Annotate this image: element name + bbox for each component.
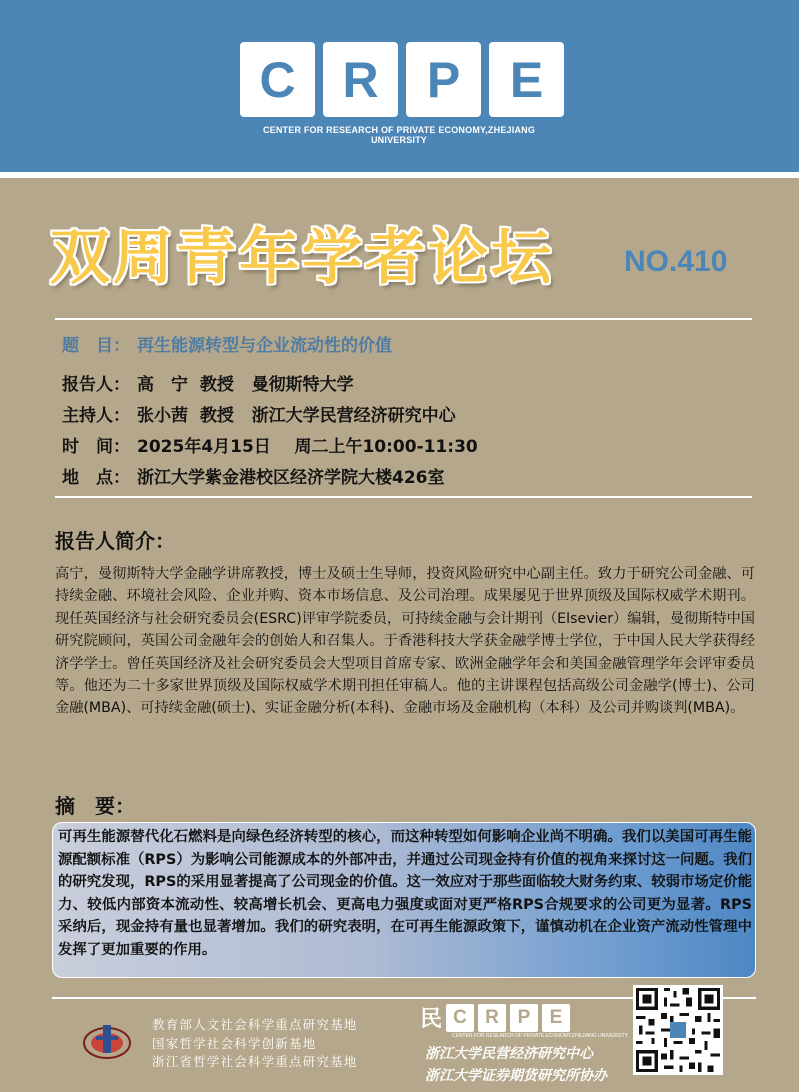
issue-number: NO.410 — [624, 245, 728, 278]
topic-label: 题 目： — [62, 336, 130, 356]
host-row — [62, 401, 456, 426]
speaker-row — [62, 370, 354, 395]
small-logo-letter: P — [510, 1004, 538, 1032]
abstract-text: 可再生能源替代化石燃料是向绿色经济转型的核心，而这种转型如何影响企业尚不明确。我们以美国可再生能源配额标准（RPS）为影响公司能源成本的外部冲击，并通过公司现金持有价值的视角来探讨这一问题。我们的研究发现，RPS的采用显著提高了公司现金的价值。这一效应对于那些面临较大财务约束、较弱市场定价能力、较低内部资本流动性、较高增长机会、更高电力强度或面对更严格RPS合规要求的公司更为显著。RPS采纳后，现金持有量也显著增加。我们的研究表明，在可再生能源政策下，谨慎动机在企业资产流动性管理中发挥了更加重要的作用。 — [58, 829, 752, 958]
base-line: 国家哲学社会科学创新基地 — [152, 1035, 317, 1051]
logo-glyph: 民 — [420, 1006, 443, 1032]
small-logo-letter: E — [542, 1004, 570, 1032]
research-bases — [152, 1016, 358, 1072]
divider-top — [55, 318, 752, 320]
place-label: 地 点： — [62, 468, 130, 488]
speaker-label: 报告人： — [62, 375, 130, 395]
header-divider — [0, 172, 799, 178]
divider-bottom — [55, 496, 752, 498]
co-organizer: 浙江大学证券期货研究所协办 — [425, 1068, 607, 1084]
time-row — [62, 432, 478, 457]
logo-letter: P — [406, 42, 481, 117]
qr-code-icon[interactable] — [633, 985, 723, 1075]
bio-heading: 报告人简介： — [55, 529, 175, 553]
bio-text: 高宁，曼彻斯特大学金融学讲席教授，博士及硕士生导师，投资风险研究中心副主任。致力于研究公司金融、可持续金融、环境社会风险、企业并购、资本市场信息、及公司治理。成果屡见于世界顶级及国际权威学术期刊。现任英国经济与社会研究委员会(ESRC)评审学院委员，可持续金融与会计期刊（Elsevier）编辑，曼彻斯特中国研究院顾问，英国公司金融年会的创始人和召集人。于香港科技大学获金融学博士学位，于中国人民大学获得经济学学士。曾任英国经济及社会研究委员会大型项目首席专家、欧洲金融学年会和美国金融管理学年会评审委员等。他还为二十多家世界顶级及国际权威学术期刊担任审稿人。他的主讲课程包括高级公司金融学(博士)、公司金融(MBA)、可持续金融(硕士)、实证金融分析(本科)、金融市场及金融机构（本科）及公司并购谈判(MBA)。 — [55, 566, 755, 717]
time-label: 时 间： — [62, 437, 130, 457]
logo-subtitle: CENTER FOR RESEARCH OF PRIVATE ECONOMY,ZHEJIANG UNIVERSITY — [262, 125, 536, 145]
organizer: 浙江大学民营经济研究中心 — [425, 1046, 593, 1062]
logo-letter: R — [323, 42, 398, 117]
abstract-heading: 摘 要： — [55, 794, 135, 818]
speaker-value: 高 宁 教授 曼彻斯特大学 — [137, 375, 354, 395]
place-row — [62, 463, 445, 488]
host-value: 张小茜 教授 浙江大学民营经济研究中心 — [137, 406, 456, 426]
university-emblem-icon — [82, 1021, 132, 1061]
topic-value: 再生能源转型与企业流动性的价值 — [137, 336, 392, 356]
small-logo-letter: C — [446, 1004, 474, 1032]
place-value: 浙江大学紫金港校区经济学院大楼426室 — [137, 468, 445, 488]
time-value: 2025年4月15日 周二上午10:00-11:30 — [137, 437, 478, 457]
crpe-logo — [240, 42, 564, 117]
small-logo-subtitle: CENTER FOR RESEARCH OF PRIVATE ECONOMY,ZHEJIANG UNIVERSITY — [452, 1033, 629, 1039]
forum-title: 双周青年学者论坛 — [50, 223, 554, 293]
small-logo-letter: R — [478, 1004, 506, 1032]
topic-row — [62, 331, 392, 356]
host-label: 主持人： — [62, 406, 130, 426]
crpe-small-logo — [420, 1002, 570, 1033]
logo-letter: E — [489, 42, 564, 117]
base-line: 教育部人文社会科学重点研究基地 — [152, 1017, 358, 1032]
logo-letter: C — [240, 42, 315, 117]
base-line: 浙江省哲学社会科学重点研究基地 — [152, 1054, 358, 1069]
